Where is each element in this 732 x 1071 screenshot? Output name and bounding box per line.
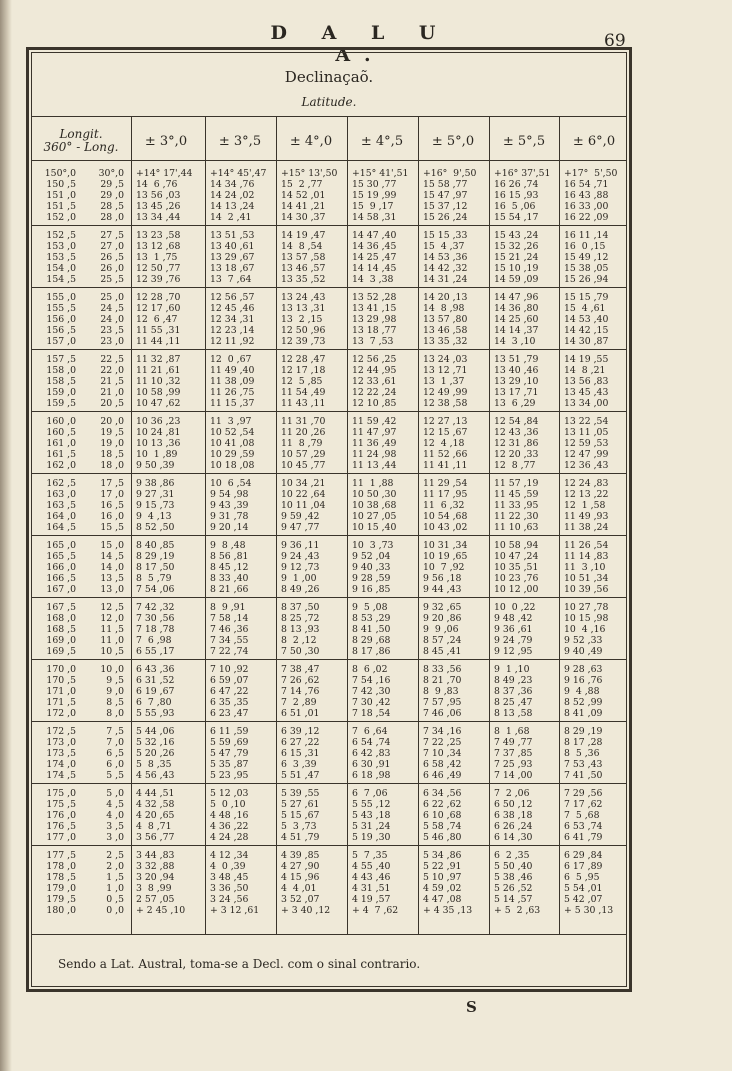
longitude-values: 172 ,5 173 ,0 173 ,5 174 ,0 174 ,5 bbox=[46, 726, 76, 781]
declination-values: 10 27 ,78 10 15 ,98 10 4 ,16 9 52 ,33 9 40 ,49 bbox=[564, 602, 609, 657]
longitude-values: 165 ,0 165 ,5 166 ,0 166 ,5 167 ,0 bbox=[46, 540, 76, 595]
column-rule bbox=[489, 116, 490, 934]
declination-values: 4 39 ,85 4 27 ,90 4 15 ,96 4 4 ,01 3 52 ,07 + 3 40 ,12 bbox=[281, 850, 331, 916]
declination-values: 13 51 ,53 13 40 ,61 13 29 ,67 13 18 ,67 13 7 ,64 bbox=[210, 230, 255, 285]
column-rule bbox=[205, 116, 206, 934]
declination-values: 7 42 ,32 7 30 ,56 7 18 ,78 7 6 ,98 6 55 ,17 bbox=[136, 602, 175, 657]
declination-values: 9 5 ,08 8 53 ,29 8 41 ,50 8 29 ,68 8 17 ,86 bbox=[352, 602, 391, 657]
declination-values: 12 56 ,57 12 45 ,46 12 34 ,31 12 23 ,14 12 11 ,92 bbox=[210, 292, 255, 347]
declination-values: 11 3 ,97 10 52 ,54 10 41 ,08 10 29 ,59 10 18 ,08 bbox=[210, 416, 255, 471]
declination-values: 12 54 ,84 12 43 ,36 12 31 ,86 12 20 ,33 12 8 ,77 bbox=[494, 416, 539, 471]
column-rule bbox=[559, 116, 560, 934]
declination-values: 13 22 ,54 13 11 ,05 12 59 ,53 12 47 ,99 12 36 ,43 bbox=[564, 416, 609, 471]
declination-values: 4 44 ,51 4 32 ,58 4 20 ,65 4 8 ,71 3 56 ,77 bbox=[136, 788, 175, 843]
complement-longitude-values: 12 ,5 12 ,0 11 ,5 11 ,0 10 ,5 bbox=[100, 602, 124, 657]
group-rule bbox=[31, 287, 627, 288]
declination-values: 15 15 ,79 15 4 ,61 14 53 ,40 14 42 ,15 14 30 ,87 bbox=[564, 292, 609, 347]
longitude-values: 152 ,5 153 ,0 153 ,5 154 ,0 154 ,5 bbox=[46, 230, 76, 285]
column-rule bbox=[276, 116, 277, 934]
complement-longitude-values: 30°,0 29 ,5 29 ,0 28 ,5 28 ,0 bbox=[98, 168, 124, 223]
longitude-values: 162 ,5 163 ,0 163 ,5 164 ,0 164 ,5 bbox=[46, 478, 76, 533]
longitude-label: Longit. bbox=[59, 127, 103, 141]
longitude-values: 175 ,0 175 ,5 176 ,0 176 ,5 177 ,0 bbox=[46, 788, 76, 843]
declination-values: 8 29 ,19 8 17 ,28 8 5 ,36 7 53 ,43 7 41 ,50 bbox=[564, 726, 603, 781]
declination-values: 12 0 ,67 11 49 ,40 11 38 ,09 11 26 ,75 11 15 ,37 bbox=[210, 354, 255, 409]
declination-values: 6 2 ,35 5 50 ,40 5 38 ,46 5 26 ,52 5 14 ,57 + 5 2 ,63 bbox=[494, 850, 541, 916]
declination-values: 11 26 ,54 11 14 ,83 11 3 ,10 10 51 ,34 10 39 ,56 bbox=[564, 540, 609, 595]
group-rule bbox=[31, 597, 627, 598]
declination-values: 11 31 ,70 11 20 ,26 11 8 ,79 10 57 ,29 10 45 ,77 bbox=[281, 416, 326, 471]
declination-values: +15° 13',50 15 2 ,77 14 52 ,01 14 41 ,21 14 30 ,37 bbox=[281, 168, 338, 223]
declination-values: 14 19 ,47 14 8 ,54 13 57 ,58 13 46 ,57 13 35 ,52 bbox=[281, 230, 326, 285]
declination-values: 10 3 ,73 9 52 ,04 9 40 ,33 9 28 ,59 9 16 ,85 bbox=[352, 540, 394, 595]
declination-values: 8 40 ,85 8 29 ,19 8 17 ,50 8 5 ,79 7 54 ,06 bbox=[136, 540, 175, 595]
declination-values: 6 29 ,84 6 17 ,89 6 5 ,95 5 54 ,01 5 42 ,07 + 5 30 ,13 bbox=[564, 850, 614, 916]
latitude-header: ± 4°,5 bbox=[360, 133, 404, 149]
declination-values: 13 24 ,03 13 12 ,71 13 1 ,37 12 49 ,99 12 38 ,58 bbox=[423, 354, 468, 409]
declination-values: 8 9 ,91 7 58 ,14 7 46 ,36 7 34 ,55 7 22 ,74 bbox=[210, 602, 249, 657]
declination-values: 8 33 ,56 8 21 ,70 8 9 ,83 7 57 ,95 7 46 ,06 bbox=[423, 664, 462, 719]
declination-values: 15 15 ,33 15 4 ,37 14 53 ,36 14 42 ,32 14 31 ,24 bbox=[423, 230, 468, 285]
declination-values: 10 31 ,34 10 19 ,65 10 7 ,92 9 56 ,18 9 44 ,43 bbox=[423, 540, 468, 595]
declination-values: 8 37 ,50 8 25 ,72 8 13 ,93 8 2 ,12 7 50 ,30 bbox=[281, 602, 320, 657]
group-rule bbox=[31, 411, 627, 412]
complement-longitude-values: 20 ,0 19 ,5 19 ,0 18 ,5 18 ,0 bbox=[100, 416, 124, 471]
running-head: D A L U A. bbox=[270, 22, 450, 66]
declination-values: 12 56 ,25 12 44 ,95 12 33 ,61 12 22 ,24 12 10 ,85 bbox=[352, 354, 397, 409]
group-rule bbox=[31, 721, 627, 722]
table-title: Declinaçaõ. bbox=[284, 68, 374, 86]
declination-values: 7 10 ,92 6 59 ,07 6 47 ,22 6 35 ,35 6 23 ,47 bbox=[210, 664, 249, 719]
table-subtitle: Latitude. bbox=[301, 95, 357, 109]
declination-values: +14° 45',47 14 34 ,76 14 24 ,02 14 13 ,24 14 2 ,41 bbox=[210, 168, 267, 223]
declination-values: 12 28 ,70 12 17 ,60 12 6 ,47 11 55 ,31 11 44 ,11 bbox=[136, 292, 181, 347]
complement-longitude-values: 15 ,0 14 ,5 14 ,0 13 ,5 13 ,0 bbox=[100, 540, 124, 595]
declination-values: +15° 41',51 15 30 ,77 15 19 ,99 15 9 ,17 14 58 ,31 bbox=[352, 168, 409, 223]
declination-values: 10 6 ,54 9 54 ,98 9 43 ,39 9 31 ,78 9 20 ,14 bbox=[210, 478, 252, 533]
declination-values: +16° 37',51 16 26 ,74 16 15 ,93 16 5 ,06 15 54 ,17 bbox=[494, 168, 551, 223]
declination-values: 5 44 ,06 5 32 ,16 5 20 ,26 5 8 ,35 4 56 ,43 bbox=[136, 726, 175, 781]
declination-values: 12 24 ,83 12 13 ,22 12 1 ,58 11 49 ,93 11 38 ,24 bbox=[564, 478, 609, 533]
group-rule bbox=[31, 783, 627, 784]
declination-values: 9 8 ,48 8 56 ,81 8 45 ,12 8 33 ,40 8 21 ,66 bbox=[210, 540, 249, 595]
declination-values: 10 36 ,23 10 24 ,81 10 13 ,36 10 1 ,89 9 50 ,39 bbox=[136, 416, 181, 471]
longitude-header bbox=[31, 124, 131, 158]
declination-values: 7 2 ,06 6 50 ,12 6 38 ,18 6 26 ,24 6 14 ,30 bbox=[494, 788, 533, 843]
declination-values: 8 1 ,68 7 49 ,77 7 37 ,85 7 25 ,93 7 14 ,00 bbox=[494, 726, 533, 781]
declination-values: 7 29 ,56 7 17 ,62 7 5 ,68 6 53 ,74 6 41 ,79 bbox=[564, 788, 603, 843]
column-rule bbox=[418, 116, 419, 934]
latitude-header: ± 6°,0 bbox=[572, 133, 616, 149]
declination-values: 11 57 ,19 11 45 ,59 11 33 ,95 11 22 ,30 11 10 ,63 bbox=[494, 478, 539, 533]
group-rule bbox=[31, 349, 627, 350]
declination-values: 14 19 ,55 14 8 ,21 13 56 ,83 13 45 ,43 13 34 ,00 bbox=[564, 354, 609, 409]
declination-values: 6 11 ,59 5 59 ,69 5 47 ,79 5 35 ,87 5 23 ,95 bbox=[210, 726, 249, 781]
header-top-rule bbox=[31, 116, 627, 117]
declination-values: 11 1 ,88 10 50 ,30 10 38 ,68 10 27 ,05 10 15 ,40 bbox=[352, 478, 397, 533]
declination-values: 11 32 ,87 11 21 ,61 11 10 ,32 10 58 ,99 10 47 ,62 bbox=[136, 354, 181, 409]
declination-values: 6 34 ,56 6 22 ,62 6 10 ,68 5 58 ,74 5 46 ,80 bbox=[423, 788, 462, 843]
signature-mark: S bbox=[466, 998, 477, 1016]
declination-values: 13 51 ,79 13 40 ,46 13 29 ,10 13 17 ,71 13 6 ,29 bbox=[494, 354, 539, 409]
group-rule bbox=[31, 659, 627, 660]
declination-values: 12 27 ,13 12 15 ,67 12 4 ,18 11 52 ,66 11 41 ,11 bbox=[423, 416, 468, 471]
complement-longitude-values: 7 ,5 7 ,0 6 ,5 6 ,0 5 ,5 bbox=[106, 726, 124, 781]
declination-values: 13 24 ,43 13 13 ,31 13 2 ,15 12 50 ,96 12 39 ,73 bbox=[281, 292, 326, 347]
declination-values: 11 59 ,42 11 47 ,97 11 36 ,49 11 24 ,98 11 13 ,44 bbox=[352, 416, 397, 471]
declination-values: 13 52 ,28 13 41 ,15 13 29 ,98 13 18 ,77 13 7 ,53 bbox=[352, 292, 397, 347]
column-rule bbox=[347, 116, 348, 934]
complement-longitude-values: 25 ,0 24 ,5 24 ,0 23 ,5 23 ,0 bbox=[100, 292, 124, 347]
header-bottom-rule bbox=[31, 160, 627, 161]
declination-values: 5 7 ,35 4 55 ,40 4 43 ,46 4 31 ,51 4 19 ,57 + 4 7 ,62 bbox=[352, 850, 399, 916]
declination-values: 10 58 ,94 10 47 ,24 10 35 ,51 10 23 ,76 10 12 ,00 bbox=[494, 540, 539, 595]
declination-values: +16° 9',50 15 58 ,77 15 47 ,97 15 37 ,12 15 26 ,24 bbox=[423, 168, 477, 223]
declination-values: 14 47 ,40 14 36 ,45 14 25 ,47 14 14 ,45 14 3 ,38 bbox=[352, 230, 397, 285]
complement-longitude-values: 17 ,5 17 ,0 16 ,5 16 ,0 15 ,5 bbox=[100, 478, 124, 533]
column-rule bbox=[131, 116, 132, 934]
latitude-header: ± 4°,0 bbox=[289, 133, 333, 149]
declination-values: 9 38 ,86 9 27 ,31 9 15 ,73 9 4 ,13 8 52 ,50 bbox=[136, 478, 175, 533]
latitude-header: ± 3°,0 bbox=[144, 133, 188, 149]
declination-values: 6 39 ,12 6 27 ,22 6 15 ,31 6 3 ,39 5 51 ,47 bbox=[281, 726, 320, 781]
longitude-values: 170 ,0 170 ,5 171 ,0 171 ,5 172 ,0 bbox=[46, 664, 76, 719]
declination-values: 9 1 ,10 8 49 ,23 8 37 ,36 8 25 ,47 8 13 ,58 bbox=[494, 664, 533, 719]
complement-longitude-values: 27 ,5 27 ,0 26 ,5 26 ,0 25 ,5 bbox=[100, 230, 124, 285]
complement-longitude-values: 22 ,5 22 ,0 21 ,5 21 ,0 20 ,5 bbox=[100, 354, 124, 409]
group-rule bbox=[31, 535, 627, 536]
page-number: 69 bbox=[604, 31, 626, 51]
complement-longitude-label: 360° - Long. bbox=[43, 140, 119, 154]
complement-longitude-values: 5 ,0 4 ,5 4 ,0 3 ,5 3 ,0 bbox=[106, 788, 124, 843]
declination-values: 11 29 ,54 11 17 ,95 11 6 ,32 10 54 ,68 10 43 ,02 bbox=[423, 478, 468, 533]
declination-values: +17° 5',50 16 54 ,71 16 43 ,88 16 33 ,00 16 22 ,09 bbox=[564, 168, 618, 223]
longitude-values: 150°,0 150 ,5 151 ,0 151 ,5 152 ,0 bbox=[44, 168, 76, 223]
declination-values: 9 32 ,65 9 20 ,86 9 9 ,06 8 57 ,24 8 45 ,41 bbox=[423, 602, 462, 657]
longitude-values: 160 ,0 160 ,5 161 ,0 161 ,5 162 ,0 bbox=[46, 416, 76, 471]
declination-values: 8 6 ,02 7 54 ,16 7 42 ,30 7 30 ,42 7 18 ,54 bbox=[352, 664, 391, 719]
footer-note: Sendo a Lat. Austral, toma-se a Decl. com o sinal contrario. bbox=[58, 957, 421, 971]
declination-values: 6 7 ,06 5 55 ,12 5 43 ,18 5 31 ,24 5 19 ,30 bbox=[352, 788, 391, 843]
longitude-values: 155 ,0 155 ,5 156 ,0 156 ,5 157 ,0 bbox=[46, 292, 76, 347]
declination-values: 5 34 ,86 5 22 ,91 5 10 ,97 4 59 ,02 4 47 ,08 + 4 35 ,13 bbox=[423, 850, 473, 916]
table-bottom-rule bbox=[31, 934, 627, 935]
group-rule bbox=[31, 473, 627, 474]
declination-values: 7 38 ,47 7 26 ,62 7 14 ,76 7 2 ,89 6 51 ,01 bbox=[281, 664, 320, 719]
declination-values: 3 44 ,83 3 32 ,88 3 20 ,94 3 8 ,99 2 57 ,05 + 2 45 ,10 bbox=[136, 850, 186, 916]
declination-values: 5 12 ,03 5 0 ,10 4 48 ,16 4 36 ,22 4 24 ,28 bbox=[210, 788, 249, 843]
declination-values: 10 34 ,21 10 22 ,64 10 11 ,04 9 59 ,42 9 47 ,77 bbox=[281, 478, 326, 533]
declination-values: 14 20 ,13 14 8 ,98 13 57 ,80 13 46 ,58 13 35 ,32 bbox=[423, 292, 468, 347]
declination-values: 9 28 ,63 9 16 ,76 9 4 ,88 8 52 ,99 8 41 ,09 bbox=[564, 664, 603, 719]
latitude-header: ± 5°,5 bbox=[502, 133, 546, 149]
declination-values: 7 34 ,16 7 22 ,25 7 10 ,34 6 58 ,42 6 46 ,49 bbox=[423, 726, 462, 781]
latitude-header: ± 5°,0 bbox=[431, 133, 475, 149]
declination-values: 4 12 ,34 4 0 ,39 3 48 ,45 3 36 ,50 3 24 ,56 + 3 12 ,61 bbox=[210, 850, 260, 916]
declination-values: 9 36 ,11 9 24 ,43 9 12 ,73 9 1 ,00 8 49 ,26 bbox=[281, 540, 320, 595]
declination-values: 15 43 ,24 15 32 ,26 15 21 ,24 15 10 ,19 14 59 ,09 bbox=[494, 230, 539, 285]
declination-values: 12 28 ,47 12 17 ,18 12 5 ,85 11 54 ,49 11 43 ,11 bbox=[281, 354, 326, 409]
declination-values: 7 6 ,64 6 54 ,74 6 42 ,83 6 30 ,91 6 18 ,98 bbox=[352, 726, 391, 781]
group-rule bbox=[31, 845, 627, 846]
longitude-values: 167 ,5 168 ,0 168 ,5 169 ,0 169 ,5 bbox=[46, 602, 76, 657]
declination-values: 14 47 ,96 14 36 ,80 14 25 ,60 14 14 ,37 14 3 ,10 bbox=[494, 292, 539, 347]
complement-longitude-values: 2 ,5 2 ,0 1 ,5 1 ,0 0 ,5 0 ,0 bbox=[106, 850, 124, 916]
declination-values: 6 43 ,36 6 31 ,52 6 19 ,67 6 7 ,80 5 55 ,93 bbox=[136, 664, 175, 719]
declination-values: 5 39 ,55 5 27 ,61 5 15 ,67 5 3 ,73 4 51 ,79 bbox=[281, 788, 320, 843]
longitude-values: 177 ,5 178 ,0 178 ,5 179 ,0 179 ,5 180 ,0 bbox=[46, 850, 76, 916]
complement-longitude-values: 10 ,0 9 ,5 9 ,0 8 ,5 8 ,0 bbox=[100, 664, 124, 719]
group-rule bbox=[31, 225, 627, 226]
longitude-values: 157 ,5 158 ,0 158 ,5 159 ,0 159 ,5 bbox=[46, 354, 76, 409]
declination-values: 16 11 ,14 16 0 ,15 15 49 ,12 15 38 ,05 15 26 ,94 bbox=[564, 230, 609, 285]
latitude-header: ± 3°,5 bbox=[218, 133, 262, 149]
book-spine-shadow bbox=[0, 0, 12, 1071]
declination-values: 10 0 ,22 9 48 ,42 9 36 ,61 9 24 ,79 9 12 ,95 bbox=[494, 602, 536, 657]
declination-values: 13 23 ,58 13 12 ,68 13 1 ,75 12 50 ,77 12 39 ,76 bbox=[136, 230, 181, 285]
declination-values: +14° 17',44 14 6 ,76 13 56 ,03 13 45 ,26 13 34 ,44 bbox=[136, 168, 193, 223]
